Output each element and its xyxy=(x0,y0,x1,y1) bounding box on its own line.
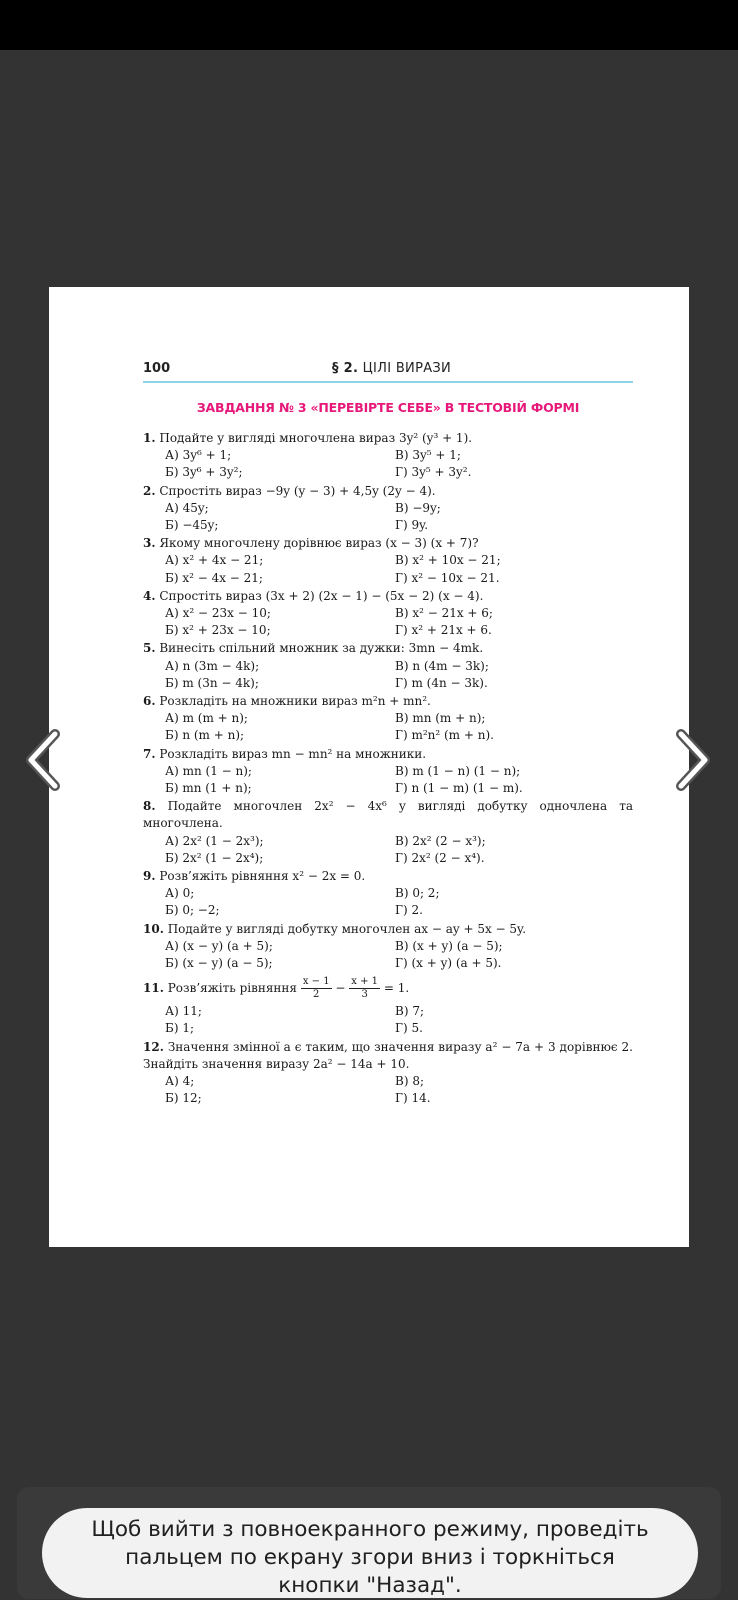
option-a: А) mn (1 − n); xyxy=(165,763,252,778)
option-a: А) 45y; xyxy=(165,500,209,515)
option-b: Б) 3y⁶ + 3y²; xyxy=(165,465,243,480)
option-a: А) x² + 4x − 21; xyxy=(165,553,264,568)
section-mark: § 2. xyxy=(332,361,359,376)
option-b: Б) x² − 4x − 21; xyxy=(165,570,263,585)
task-number: 6. xyxy=(143,693,156,708)
option-b: Б) 12; xyxy=(165,1091,202,1106)
option-b: Б) m (3n − 4k); xyxy=(165,675,259,690)
section-title: ЦІЛІ ВИРАЗИ xyxy=(362,361,452,376)
option-g: Г) (x + y) (a + 5). xyxy=(395,955,502,970)
task-question: Розкладіть на множники вираз m²n + mn². xyxy=(159,693,431,708)
task-item xyxy=(143,640,643,692)
task-question: Розкладіть вираз mn − mn² на множники. xyxy=(159,746,427,761)
toast-line-1: Щоб вийти з повноекранного режиму, проведіть xyxy=(91,1517,649,1542)
option-b: Б) −45y; xyxy=(165,517,219,532)
task-number: 8. xyxy=(143,799,156,814)
option-g: Г) 2x² (2 − x⁴). xyxy=(395,850,485,865)
task-item xyxy=(143,693,643,745)
option-b: Б) 1; xyxy=(165,1021,194,1036)
task-number: 11. xyxy=(143,981,164,996)
task-item xyxy=(143,535,643,587)
option-v: В) (x + y) (a − 5); xyxy=(395,938,503,953)
option-v: В) 8; xyxy=(395,1073,424,1088)
option-a: А) 0; xyxy=(165,886,195,901)
task-item xyxy=(143,1039,643,1108)
textbook-page xyxy=(49,287,689,1247)
fraction-denominator: 3 xyxy=(361,989,368,1001)
option-b: Б) n (m + n); xyxy=(165,728,245,743)
task-list xyxy=(143,430,643,1108)
option-v: В) −9y; xyxy=(395,500,441,515)
option-g: Г) m (4n − 3k). xyxy=(395,675,488,690)
option-a: А) x² − 23x − 10; xyxy=(165,605,271,620)
task-number: 2. xyxy=(143,483,156,498)
option-a: А) 3y⁶ + 1; xyxy=(165,448,232,463)
fraction-denominator: 2 xyxy=(313,989,320,1001)
chevron-right-icon xyxy=(673,728,713,792)
page-number: 100 xyxy=(143,361,171,376)
task-number: 10. xyxy=(143,921,164,936)
option-a: А) 11; xyxy=(165,1004,202,1019)
task-number: 3. xyxy=(143,536,156,551)
option-v: В) m (1 − n) (1 − n); xyxy=(395,763,521,778)
task-number: 12. xyxy=(143,1039,164,1054)
task-number: 1. xyxy=(143,431,156,445)
option-b: Б) x² + 23x − 10; xyxy=(165,623,271,638)
page-title: ЗАВДАННЯ № 3 «ПЕРЕВІРТЕ СЕБЕ» В ТЕСТОВІЙ ФОРМІ xyxy=(196,400,580,415)
toast-line-3: кнопки "Назад". xyxy=(278,1573,462,1598)
fraction-2 xyxy=(349,976,380,1001)
option-v: В) x² − 21x + 6; xyxy=(395,605,493,620)
fullscreen-hint-toast xyxy=(42,1508,698,1598)
fraction-1 xyxy=(301,976,332,1001)
task-question: Спростіть вираз (3x + 2) (2x − 1) − (5x − 2) (x − 4). xyxy=(159,588,484,603)
task-number: 4. xyxy=(143,588,156,603)
option-g: Г) x² − 10x − 21. xyxy=(395,570,500,585)
fraction-numerator: x + 1 xyxy=(351,976,379,988)
equation-rhs: = 1. xyxy=(383,981,410,996)
option-v: В) n (4m − 3k); xyxy=(395,658,489,673)
option-v: В) mn (m + n); xyxy=(395,711,486,726)
option-v: В) 3y⁵ + 1; xyxy=(395,448,461,463)
option-b: Б) (x − y) (a − 5); xyxy=(165,955,273,970)
task-question: Розв’яжіть рівняння xyxy=(167,981,297,996)
task-number: 5. xyxy=(143,641,156,656)
task-question: Подайте многочлен 2x² − 4x⁶ у вигляді добутку одночлена та многочлена. xyxy=(143,799,633,831)
option-v: В) 7; xyxy=(395,1004,424,1019)
option-v: В) 2x² (2 − x³); xyxy=(395,833,486,848)
task-item xyxy=(143,798,643,867)
option-g: Г) n (1 − m) (1 − m). xyxy=(395,780,523,795)
option-g: Г) 2. xyxy=(395,903,423,918)
option-a: А) (x − y) (a + 5); xyxy=(165,938,273,953)
option-b: Б) mn (1 + n); xyxy=(165,780,252,795)
task-number: 9. xyxy=(143,868,156,883)
task-number: 7. xyxy=(143,746,156,761)
page-header xyxy=(143,361,633,383)
section-heading xyxy=(332,361,451,376)
task-item xyxy=(143,588,643,640)
option-g: Г) 3y⁵ + 3y². xyxy=(395,465,472,480)
fraction-numerator: x − 1 xyxy=(302,976,330,988)
task-item xyxy=(143,430,643,482)
option-g: Г) 5. xyxy=(395,1021,423,1036)
task-item xyxy=(143,921,643,973)
task-question: Подайте у вигляді многочлена вираз 3y² (y³ + 1). xyxy=(159,431,473,445)
option-g: Г) x² + 21x + 6. xyxy=(395,623,492,638)
option-g: Г) m²n² (m + n). xyxy=(395,728,494,743)
previous-page-button[interactable] xyxy=(22,725,64,795)
option-a: А) n (3m − 4k); xyxy=(165,658,260,673)
option-a: А) 2x² (1 − 2x³); xyxy=(165,833,264,848)
task-question: Подайте у вигляді добутку многочлен ax − ay + 5x − 5y. xyxy=(167,921,527,936)
option-b: Б) 0; −2; xyxy=(165,903,220,918)
option-v: В) x² + 10x − 21; xyxy=(395,553,501,568)
chevron-left-icon xyxy=(23,728,63,792)
option-a: А) m (m + n); xyxy=(165,711,248,726)
task-question: Розв’яжіть рівняння x² − 2x = 0. xyxy=(159,868,366,883)
task-item xyxy=(143,973,643,1037)
toast-line-2: пальцем по екрану згори вниз і торкніться xyxy=(125,1545,615,1570)
task-question: Якому многочлену дорівнює вираз (x − 3) (x + 7)? xyxy=(159,536,479,551)
option-g: Г) 9y. xyxy=(395,517,429,532)
top-status-bar xyxy=(0,0,738,50)
task-question: Спростіть вираз −9y (y − 3) + 4,5y (2y − 4). xyxy=(159,483,436,498)
task-question: Винесіть спільний множник за дужки: 3mn − 4mk. xyxy=(159,641,484,656)
task-item xyxy=(143,868,643,920)
option-g: Г) 14. xyxy=(395,1091,431,1106)
option-v: В) 0; 2; xyxy=(395,886,440,901)
minus-sign: − xyxy=(335,981,346,996)
task-item xyxy=(143,746,643,798)
option-a: А) 4; xyxy=(165,1073,195,1088)
next-page-button[interactable] xyxy=(672,725,714,795)
task-question: Значення змінної a є таким, що значення виразу a² − 7a + 3 дорівнює 2. Знайдіть значення виразу 2a² − 14a + 10. xyxy=(143,1039,633,1071)
option-b: Б) 2x² (1 − 2x⁴); xyxy=(165,850,264,865)
task-item xyxy=(143,483,643,535)
